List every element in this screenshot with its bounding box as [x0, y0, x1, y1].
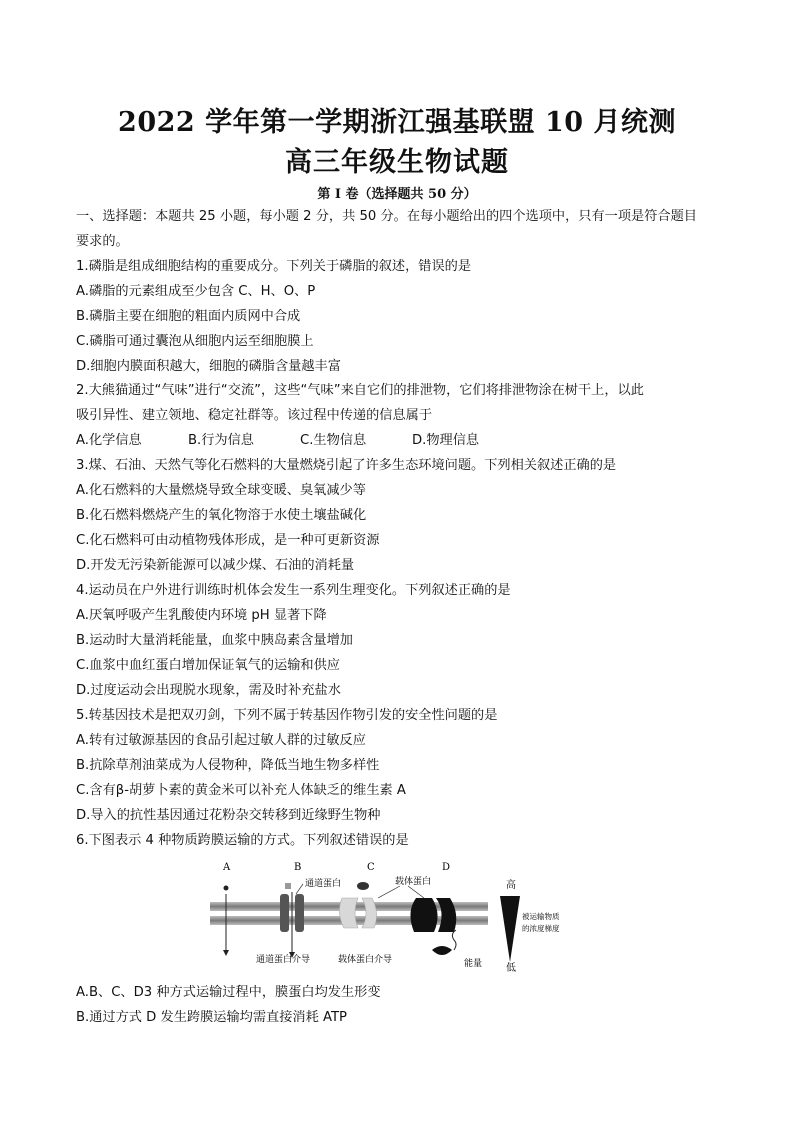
label-c: C: [367, 862, 375, 873]
question-6-option-b: B.通过方式 D 发生跨膜运输均需直接消耗 ATP: [76, 1010, 347, 1025]
question-1-stem: 1.磷脂是组成细胞结构的重要成分。下列关于磷脂的叙述，错误的是: [76, 259, 472, 274]
question-2-options: [76, 432, 726, 450]
question-3-option-a: A.化石燃料的大量燃烧导致全球变暖、臭氧减少等: [76, 483, 366, 498]
question-2-option-d: D.物理信息: [412, 433, 480, 448]
question-2-option-a: A.化学信息: [76, 433, 142, 448]
question-3-option-b: B.化石燃料燃烧产生的氧化物溶于水使土壤盐碱化: [76, 508, 367, 523]
question-1-option-b: B.磷脂主要在细胞的粗面内质网中合成: [76, 309, 301, 324]
molecule-b: [285, 883, 291, 889]
question-2-option-c: C.生物信息: [300, 433, 367, 448]
carrier-protein-label: 载体蛋白: [395, 877, 432, 887]
question-5-stem: 5.转基因技术是把双刃剑，下列不属于转基因作物引发的安全性问题的是: [76, 708, 498, 723]
exam-title: 2022 学年第一学期浙江强基联盟 10 月统测: [118, 107, 676, 138]
section-heading: 第 I 卷（选择题共 50 分）: [317, 187, 477, 202]
question-6-option-a: A.B、C、D3 种方式运输过程中，膜蛋白均发生形变: [76, 985, 381, 1000]
instructions-line-1: 一、选择题：本题共 25 小题，每小题 2 分，共 50 分。在每小题给出的四个选项中，只有一项是符合题目: [76, 209, 697, 224]
question-4-option-b: B.运动时大量消耗能量，血浆中胰岛素含量增加: [76, 633, 353, 648]
channel-mediated-label: 通道蛋白介导: [256, 955, 311, 965]
exam-subtitle: 高三年级生物试题: [285, 147, 509, 178]
question-1-option-a: A.磷脂的元素组成至少包含 C、H、O、P: [76, 284, 316, 299]
molecule-c: [357, 882, 369, 890]
question-3-stem: 3.煤、石油、天然气等化石燃料的大量燃烧引起了许多生态环境问题。下列相关叙述正确的是: [76, 458, 617, 473]
label-b: B: [294, 862, 302, 873]
question-1-option-d: D.细胞内膜面积越大，细胞的磷脂含量越丰富: [76, 359, 341, 374]
arrow-a-head: [223, 950, 229, 956]
energy-label: 能量: [464, 959, 483, 969]
label-d: D: [442, 862, 451, 873]
membrane-transport-figure: [210, 858, 560, 974]
question-4-option-c: C.血浆中血红蛋白增加保证氧气的运输和供应: [76, 658, 340, 673]
carrier-protein-c-right: [362, 898, 377, 928]
label-a: A: [223, 862, 231, 873]
question-1-option-c: C.磷脂可通过囊泡从细胞内运至细胞膜上: [76, 334, 314, 349]
carrier-protein-c-left: [339, 898, 358, 928]
carrier-protein-d: [410, 898, 437, 932]
question-2-stem: 2.大熊猫通过“气味”进行“交流”，这些“气味”来自它们的排泄物，它们将排泄物涂在树干上，以此: [76, 383, 644, 398]
question-5-option-c: C.含有β-胡萝卜素的黄金米可以补充人体缺乏的维生素 A: [76, 783, 406, 798]
question-5-option-d: D.导入的抗性基因通过花粉杂交转移到近缘野生物种: [76, 808, 381, 823]
molecule-a: [224, 886, 229, 891]
high-label: 高: [506, 880, 516, 891]
low-label: 低: [506, 963, 516, 974]
question-5-option-b: B.抗除草剂油菜成为人侵物种，降低当地生物多样性: [76, 758, 380, 773]
channel-protein-pointer: [296, 884, 303, 894]
question-5-option-a: A.转有过敏源基因的食品引起过敏人群的过敏反应: [76, 733, 366, 748]
carrier-protein-pointer-c: [378, 886, 400, 898]
question-4-option-d: D.过度运动会出现脱水现象，需及时补充盐水: [76, 683, 341, 698]
instructions-line-2: 要求的。: [76, 234, 129, 249]
carrier-mediated-label: 载体蛋白介导: [338, 955, 393, 965]
question-3-option-d: D.开发无污染新能源可以减少煤、石油的消耗量: [76, 558, 355, 573]
question-4-option-a: A.厌氧呼吸产生乳酸使内环境 pH 显著下降: [76, 608, 327, 623]
carrier-protein-pointer-d: [408, 886, 424, 898]
question-2-option-b: B.行为信息: [188, 433, 254, 448]
channel-protein-label: 通道蛋白: [305, 879, 342, 889]
question-6-stem: 6.下图表示 4 种物质跨膜运输的方式。下列叙述错误的是: [76, 833, 409, 848]
atp-molecule: [432, 946, 452, 955]
question-4-stem: 4.运动员在户外进行训练时机体会发生一系列生理变化。下列叙述正确的是: [76, 583, 511, 598]
channel-protein-left: [280, 894, 289, 932]
channel-protein-right: [295, 894, 304, 932]
question-2-stem-cont: 吸引异性、建立领地、稳定社群等。该过程中传递的信息属于: [76, 408, 433, 423]
question-3-option-c: C.化石燃料可由动植物残体形成，是一种可更新资源: [76, 533, 380, 548]
gradient-label-1: 被运输物质: [522, 912, 560, 921]
energy-squiggle: [452, 930, 456, 950]
gradient-wedge: [500, 896, 520, 962]
gradient-label-2: 的浓度梯度: [522, 924, 560, 933]
